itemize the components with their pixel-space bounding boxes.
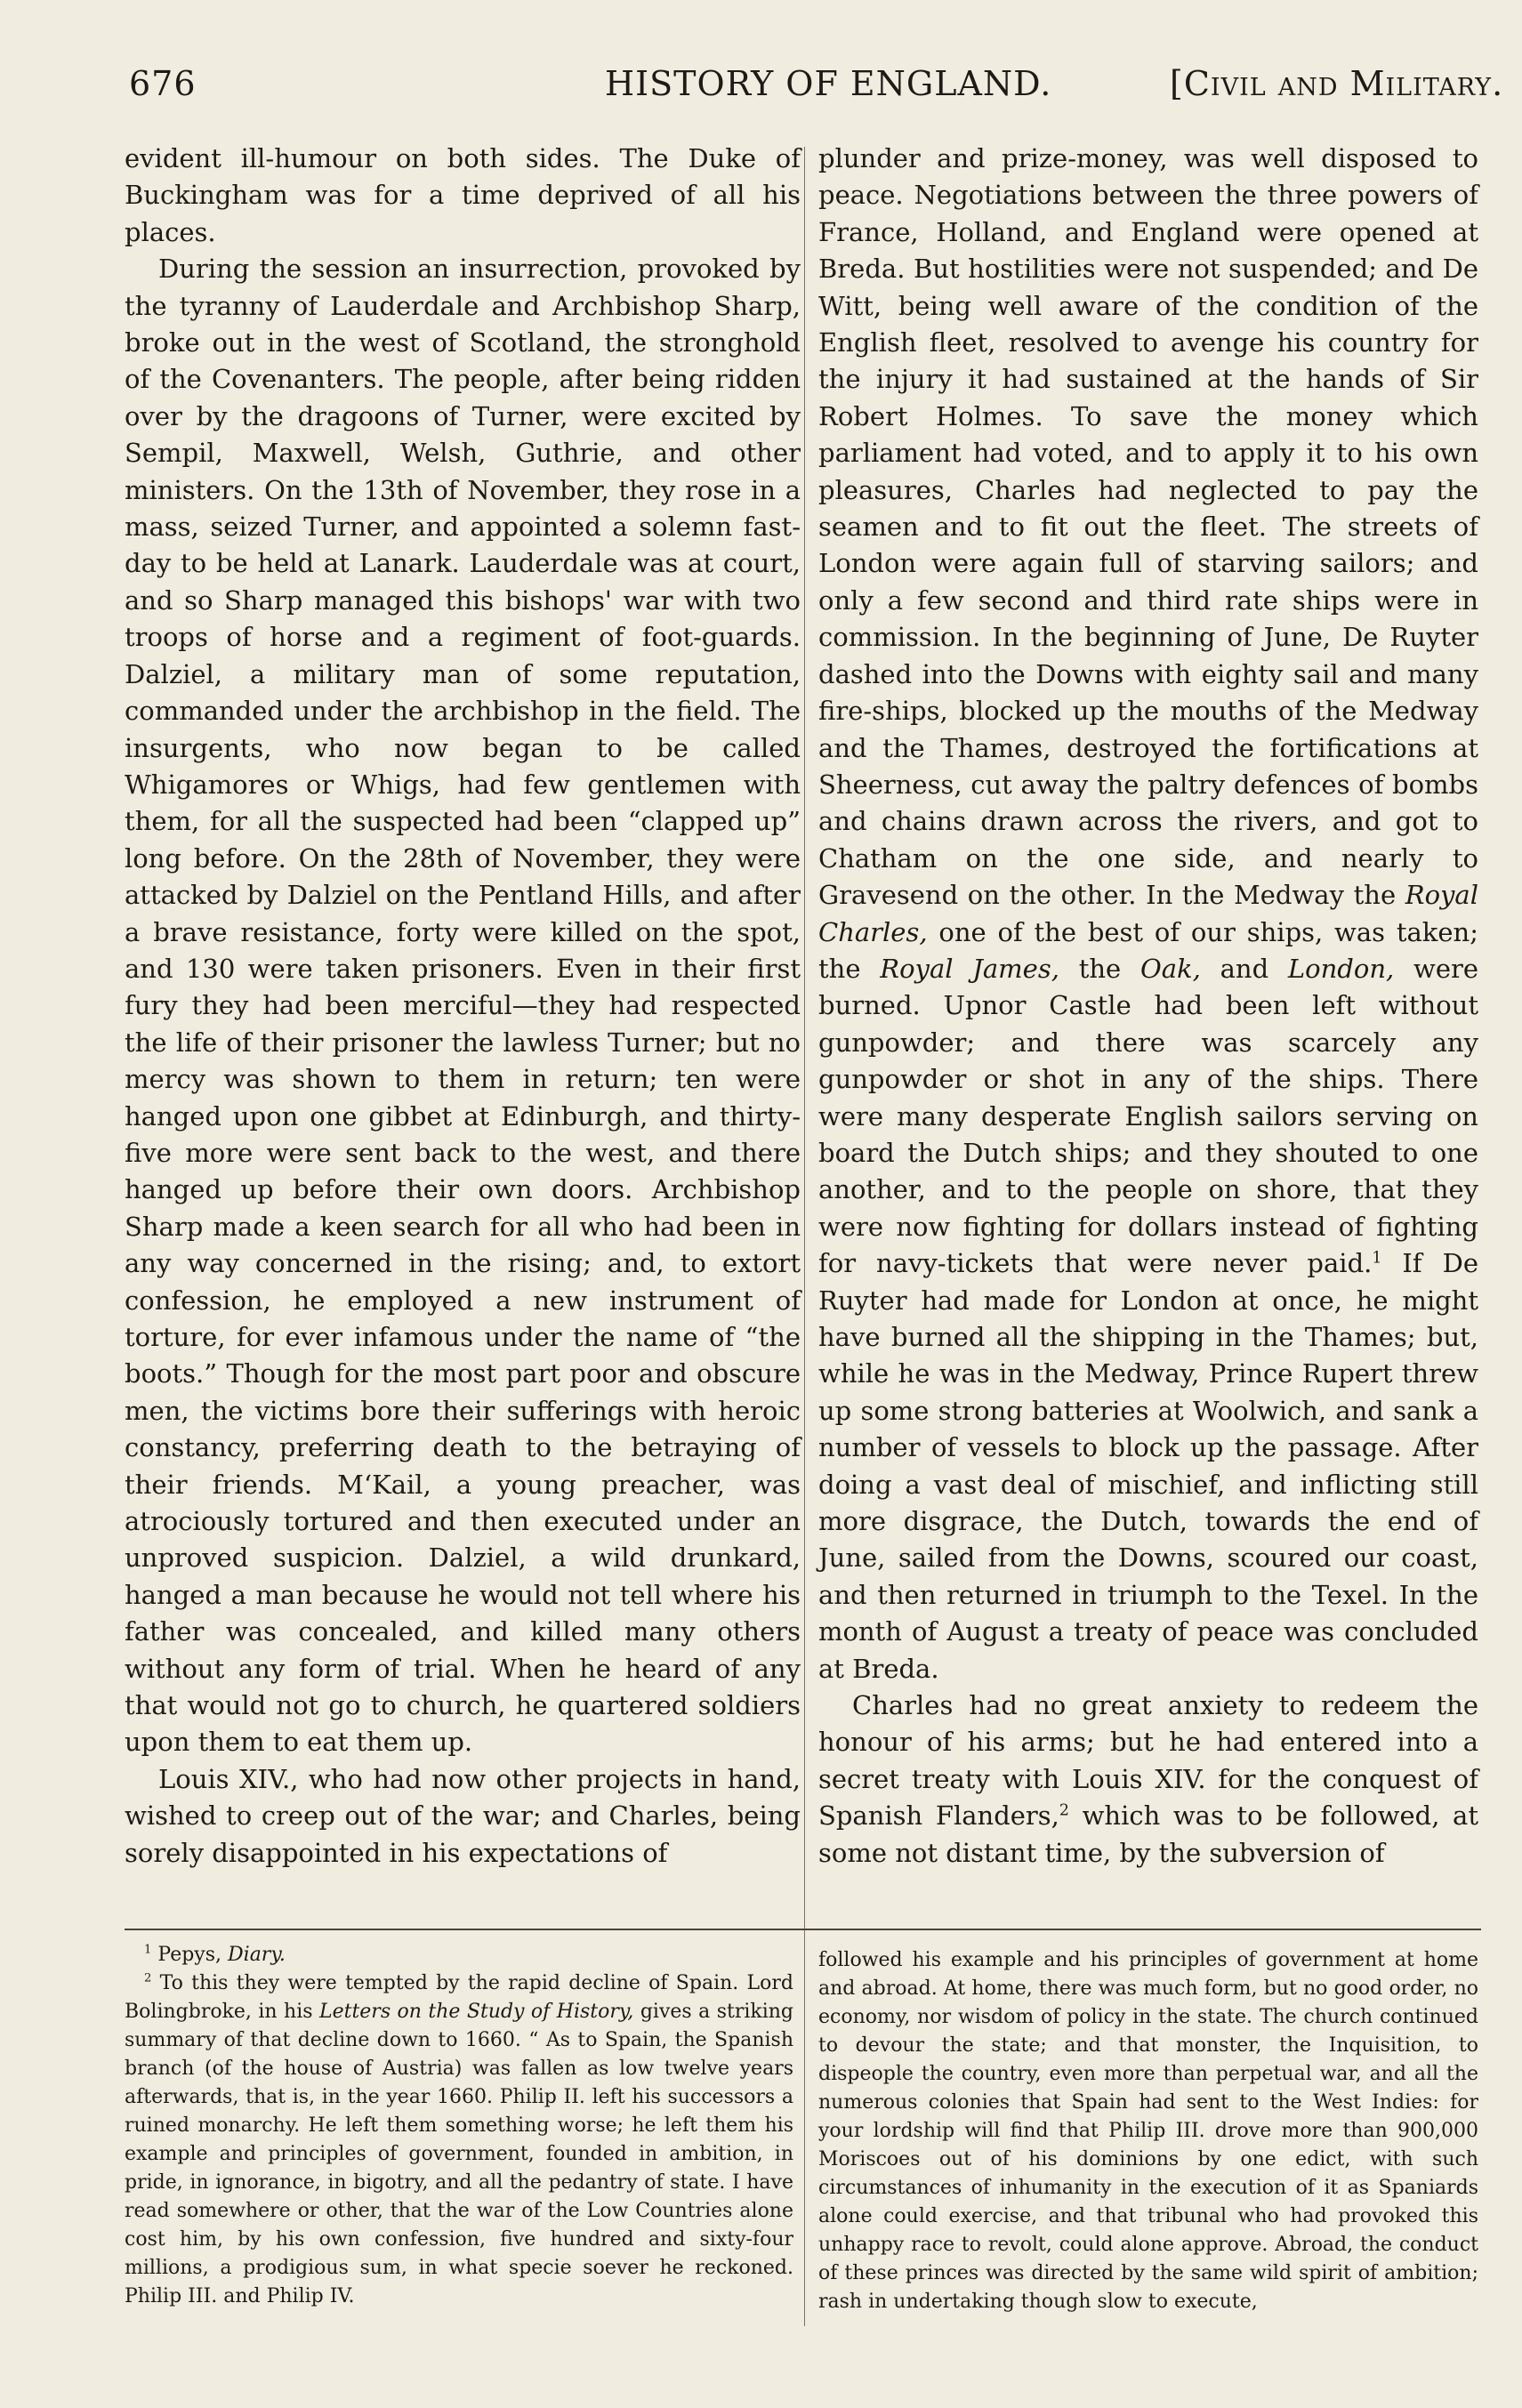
footnotes-right xyxy=(818,1946,1478,2316)
paragraph: Louis XIV., who had now other projects in hand, wished to creep out of the war; and Charles, being sorely disappointed in his expectations of xyxy=(125,1763,801,1868)
footnote-rule xyxy=(125,1929,1481,1930)
ship-name: London, xyxy=(1287,953,1395,984)
paragraph: evident ill-humour on both sides. The Duke of Buckingham was for a time deprived of all his places. xyxy=(125,143,801,247)
ship-name: Royal James, xyxy=(880,953,1059,984)
footnote-1 xyxy=(125,1941,793,1969)
paragraph xyxy=(818,141,1478,1687)
column-divider xyxy=(804,147,805,2326)
footnote-marker: 2 xyxy=(1059,1801,1069,1820)
running-title: HISTORY OF ENGLAND. xyxy=(605,64,1052,103)
footnote-number: 1 xyxy=(144,1943,152,1957)
text-run: Charles had no great anxiety to redeem the honour of his arms; but he had entered into a secret treaty with Louis XIV. for the conquest of Spanish Flanders, xyxy=(818,1690,1478,1832)
footnote-marker: 1 xyxy=(1372,1249,1382,1268)
footnote-2-continued: followed his example and his principles of government at home and abroad. At home, there was much form, but no good order, no economy, nor wisdom of policy in the state. The church continued to devour the state; and that monster, the Inquisition, to dispeople the country, even more than perpetual war, and all the numerous colonies that Spain had sent to the West Indies: for your lordship will find that Philip III. drove more than 900,000 Moriscoes out of his dominions by one edict, with such circumstances of inhumanity in the execution of it as Spaniards alone could exercise, and that tribunal who had provoked this unhappy race to revolt, could alone approve. Abroad, the conduct of these princes was directed by the same wild spirit of ambition; rash in undertaking though slow to execute, xyxy=(818,1949,1478,2313)
section-title: [Civil and Military. xyxy=(1170,64,1504,103)
paragraph: During the session an insurrection, provoked by the tyranny of Lauderdale and Archbishop Sharp, broke out in the west of Scotland, the stronghold of the Covenanters. The people, after being ridden over by the dragoons of Turner, were excited by Sempil, Maxwell, Welsh, Guthrie, and other ministers. On the 13th of November, they rose in a mass, seized Turner, and appointed a solemn fast-day to be held at Lanark. Lauderdale was at court, and so Sharp managed this bishops' war with two troops of horse and a regiment of foot-guards. Dalziel, a military man of some reputation, commanded under the archbishop in the field. The insurgents, who now began to be called Whigamores or Whigs, had few gentlemen with them, for all the suspected had been “clapped up” long before. On the 28th of November, they were attacked by Dalziel on the Pentland Hills, and after a brave resistance, forty were killed on the spot, and 130 were taken prisoners. Even in their first fury they had been merciful—they had respected the life of their prisoner the lawless Turner; but no mercy was shown to them in return; ten were hanged upon one gibbet at Edinburgh, and thirty-five more were sent back to the west, and there hanged up before their own doors. Archbishop Sharp made a keen search for all who had been in any way concerned in the rising; and, to extort confession, he employed a new instrument of torture, for ever infamous under the name of “the boots.” Though for the most part poor and obscure men, the victims bore their sufferings with heroic constancy, preferring death to the betraying of their friends. M‘Kail, a young preacher, was atrociously tortured and then executed under an unproved suspicion. Dalziel, a wild drunkard, hanged a man because he would not tell where his father was concealed, and killed many others without any form of trial. When he heard of any that would not go to church, he quartered soldiers upon them to eat them up. xyxy=(125,254,801,1758)
text-run: one of the best of our ships, was taken; the xyxy=(818,916,1478,984)
text-run: Pepys, xyxy=(151,1944,229,1966)
left-column xyxy=(125,141,801,1872)
footnote-number: 2 xyxy=(144,1971,152,1985)
footnote-title: Diary. xyxy=(228,1944,286,1966)
text-run: and xyxy=(1200,953,1288,984)
text-run: plunder and prize-money, was well disposed to peace. Negotiations between the three powers of France, Holland, and England were opened at Breda. But hostilities were not suspended; and De Witt, being well aware of the condition of the English fleet, resolved to avenge his country for the injury it had sustained at the hands of Sir Robert Holmes. To save the money which parliament had voted, and to apply it to his own pleasures, Charles had neglected to pay the seamen and to fit out the fleet. The streets of London were again full of starving sailors; and only a few second and third rate ships were in commission. In the beginning of June, De Ruyter dashed into the Downs with eighty sail and many fire-ships, blocked up the mouths of the Medway and the Thames, destroyed the fortifications at Sheerness, cut away the paltry defences of bombs and chains drawn across the rivers, and got to Chatham on the one side, and nearly to Gravesend on the other. In the Medway the xyxy=(818,143,1478,911)
ship-name: Oak, xyxy=(1139,953,1201,984)
footnote-2 xyxy=(125,1969,793,2311)
text-run: which was to be followed, at some not distant time, by the subversion of xyxy=(818,1800,1478,1868)
text-run: If De Ruyter had made for London at once, he might have burned all the shipping in the Thames; but, while he was in the Medway, Prince Rupert threw up some strong batteries at Woolwich, and sank a number of vessels to block up the passage. After doing a vast deal of mischief, and inflicting still more disgrace, the Dutch, towards the end of June, sailed from the Downs, scoured our coast, and then returned in triumph to the Texel. In the month of August a treaty of peace was concluded at Breda. xyxy=(818,1248,1478,1684)
right-column xyxy=(818,141,1478,1872)
paragraph xyxy=(818,1687,1478,1872)
running-header xyxy=(0,0,1522,116)
text-run: gives a striking summary of that decline down to 1660. “ As to Spain, the Spanish branch (of the house of Austria) was fallen as low twelve years afterwards, that is, in the year 1660. Philip II. left his successors a ruined monarchy. He left them something worse; he left them his example and principles of government, founded in ambition, in pride, in ignorance, in bigotry, and all the pedantry of state. I have read somewhere or other, that the war of the Low Countries alone cost him, by his own confession, five hundred and sixty-four millions, a prodigious sum, in what specie soever he reckoned. Philip III. and Philip IV. xyxy=(125,2001,793,2307)
footnotes-left xyxy=(125,1941,793,2311)
text-run: To this they were tempted by the rapid decline of Spain. Lord Bolingbroke, in his xyxy=(125,1972,793,2023)
text-run: were burned. Upnor Castle had been left without gunpowder; and there was scarcely any gunpowder or shot in any of the ships. There were many desperate English sailors serving on board the Dutch ships; and they shouted to one another, and to the people on shore, that they were now fighting for dollars instead of fighting for navy-tickets that were never paid. xyxy=(818,953,1479,1279)
text-run: the xyxy=(1059,953,1140,984)
ship-name: Royal Charles, xyxy=(818,880,1478,947)
page-number: 676 xyxy=(129,64,197,103)
footnote-title: Letters on the Study of History, xyxy=(318,2001,634,2023)
